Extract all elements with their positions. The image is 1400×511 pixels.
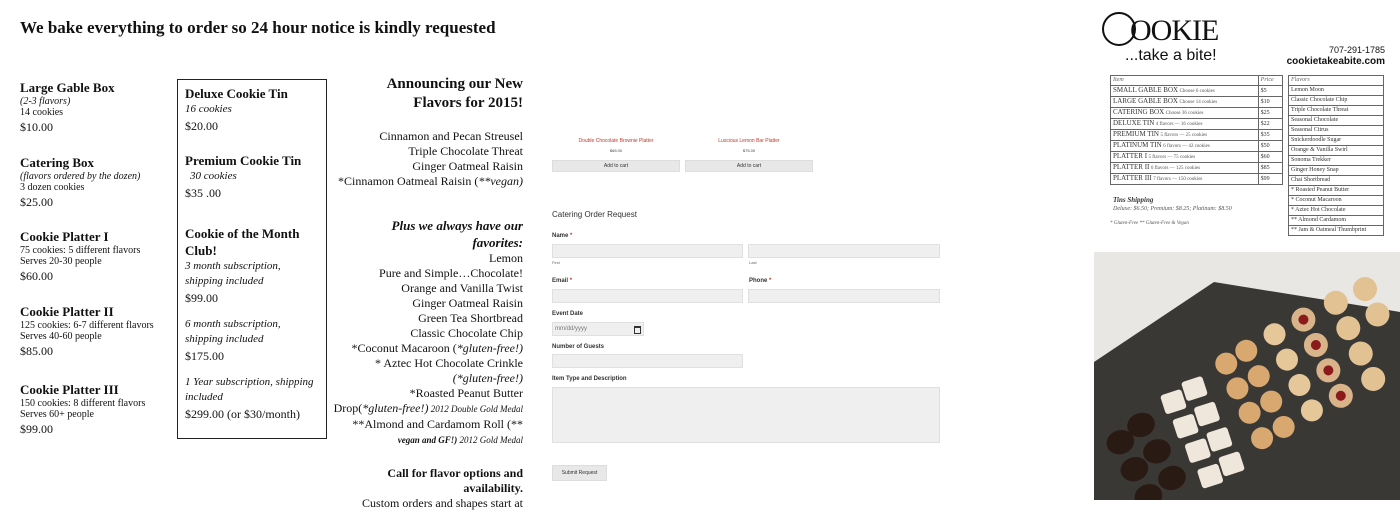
tins-shipping-detail: Deluxe: $6.50; Premium: $8.25; Platinum: $8.50 bbox=[1113, 206, 1232, 212]
event-date-field[interactable] bbox=[552, 322, 644, 336]
new-flavor: Cinnamon and Pecan Streusel bbox=[379, 129, 523, 143]
first-sublabel: First bbox=[552, 260, 560, 265]
cookie-tray-illustration bbox=[1094, 252, 1400, 500]
form-title: Catering Order Request bbox=[552, 210, 637, 219]
table-row: LARGE GABLE BOX Choose 14 cookies $10 bbox=[1111, 97, 1283, 108]
submit-request-button[interactable]: Submit Request bbox=[552, 465, 607, 481]
flyer-flavor-table bbox=[1288, 75, 1384, 236]
favorite-flavor: Ginger Oatmeal Raisin bbox=[412, 296, 523, 310]
store-item-price: $65.00 bbox=[609, 148, 623, 153]
table-row: PLATTER II 6 flavors — 125 cookies $85 bbox=[1111, 163, 1283, 174]
product-cookie-platter-2 bbox=[20, 304, 170, 359]
tin-count: 30 cookies bbox=[190, 170, 237, 182]
favorite-flavor: Orange and Vanilla Twist bbox=[401, 281, 523, 295]
product-price: $25.00 bbox=[20, 195, 53, 209]
favorites-heading: Plus we always have our favorites: bbox=[391, 218, 523, 250]
event-date-placeholder: mm/dd/yyyy bbox=[555, 326, 588, 332]
last-name-field[interactable] bbox=[748, 244, 940, 258]
tin-premium bbox=[185, 152, 325, 202]
call-note: availability. bbox=[463, 481, 523, 495]
phone-label: Phone * bbox=[749, 278, 772, 284]
product-cookie-platter-3 bbox=[20, 382, 170, 437]
product-catering-box bbox=[20, 155, 170, 210]
table-row: PLATINUM TIN 6 flavors — 42 cookies $50 bbox=[1111, 141, 1283, 152]
club-plan-line: shipping included bbox=[185, 333, 264, 345]
tins-box bbox=[177, 79, 327, 439]
new-flavor: Triple Chocolate Threat bbox=[408, 144, 523, 158]
favorite-flavor-note: (*gluten-free!) bbox=[452, 371, 523, 385]
table-row: Triple Chocolate Threat bbox=[1289, 106, 1384, 116]
product-name: Catering Box bbox=[20, 155, 95, 170]
table-header-row: Flavors bbox=[1289, 76, 1384, 86]
product-name: Large Gable Box bbox=[20, 80, 115, 95]
product-serves: Serves 20-30 people bbox=[20, 256, 102, 267]
store-item-price: $75.00 bbox=[742, 148, 756, 153]
table-row: * Roasted Peanut Butter bbox=[1289, 186, 1384, 196]
favorite-flavor: **Almond and Cardamom Roll (** bbox=[352, 417, 523, 431]
cookie-tray-photo bbox=[1094, 252, 1400, 500]
club-plan-line: 3 month subscription, bbox=[185, 260, 281, 272]
new-flavor: *Cinnamon Oatmeal Raisin (**vegan) bbox=[338, 174, 523, 188]
cookie-logo: OOKIE bbox=[1102, 12, 1218, 48]
product-name: Cookie Platter I bbox=[20, 229, 109, 244]
club-plan-line: included bbox=[185, 391, 223, 403]
product-price: $10.00 bbox=[20, 120, 53, 134]
table-row: PREMIUM TIN 5 flavors — 25 cookies $35 bbox=[1111, 130, 1283, 141]
club-name: Cookie of the Month bbox=[185, 226, 300, 241]
email-field[interactable] bbox=[552, 289, 743, 303]
table-row: Lemon Moon bbox=[1289, 86, 1384, 96]
store-item-title[interactable]: Double Chocolate Brownie Platter bbox=[578, 138, 654, 144]
logo-tagline: ...take a bite! bbox=[1125, 47, 1217, 64]
product-price: $99.00 bbox=[20, 422, 53, 436]
product-cookie-platter-1 bbox=[20, 229, 170, 284]
club-plan-line: 1 Year subscription, shipping bbox=[185, 376, 314, 388]
store-item-title[interactable]: Luscious Lemon Bar Platter bbox=[718, 138, 780, 144]
favorite-flavor-note: vegan and GF!) 2012 Gold Medal bbox=[397, 435, 523, 445]
table-header-row: Item Price bbox=[1111, 76, 1283, 86]
product-desc: 3 dozen cookies bbox=[20, 182, 85, 193]
guests-field[interactable] bbox=[552, 354, 743, 368]
table-row: Chai Shortbread bbox=[1289, 176, 1384, 186]
product-price: $85.00 bbox=[20, 344, 53, 358]
tin-name: Deluxe Cookie Tin bbox=[185, 86, 288, 101]
product-desc: 125 cookies: 6-7 different flavors bbox=[20, 320, 154, 331]
table-row: CATERING BOX Choose 36 cookies $25 bbox=[1111, 108, 1283, 119]
club-plan-line: shipping included bbox=[185, 275, 264, 287]
table-row: ** Jam & Oatmeal Thumbprint bbox=[1289, 226, 1384, 236]
table-row: Seasonal Citrus bbox=[1289, 126, 1384, 136]
tin-price: $35 .00 bbox=[185, 186, 221, 200]
product-desc: 150 cookies: 8 different flavors bbox=[20, 398, 146, 409]
favorite-flavor: Pure and Simple…Chocolate! bbox=[379, 266, 523, 280]
product-name: Cookie Platter III bbox=[20, 382, 119, 397]
table-row: Classic Chocolate Chip bbox=[1289, 96, 1384, 106]
flyer-website: cookietakeabite.com bbox=[1286, 56, 1385, 67]
tins-shipping-title: Tins Shipping bbox=[1113, 196, 1154, 204]
tin-name: Premium Cookie Tin bbox=[185, 153, 302, 168]
table-row: PLATTER III 7 flavors — 150 cookies $99 bbox=[1111, 174, 1283, 185]
last-sublabel: Last bbox=[749, 260, 757, 265]
favorite-flavor: *Roasted Peanut Butter bbox=[409, 386, 523, 400]
product-desc: 75 cookies: 5 different flavors bbox=[20, 245, 141, 256]
table-row: DELUXE TIN 4 flavors — 16 cookies $22 bbox=[1111, 119, 1283, 130]
gluten-free-note: * Gluten-Free ** Gluten-Free & Vegan bbox=[1110, 221, 1189, 226]
call-note: Call for flavor options and bbox=[387, 466, 523, 480]
table-row: Orange & Vanilla Swirl bbox=[1289, 146, 1384, 156]
calendar-icon[interactable] bbox=[634, 326, 641, 334]
favorite-flavor: Green Tea Shortbread bbox=[418, 311, 523, 325]
favorite-flavor: Drop(*gluten-free!) 2012 Double Gold Medal bbox=[333, 401, 523, 415]
table-row: Snickerdoodle Sugar bbox=[1289, 136, 1384, 146]
table-row: SMALL GABLE BOX Choose 6 cookies $5 bbox=[1111, 86, 1283, 97]
email-label: Email * bbox=[552, 278, 573, 284]
product-name: Cookie Platter II bbox=[20, 304, 114, 319]
club-name-2: Club! bbox=[185, 243, 217, 258]
event-date-label: Event Date bbox=[552, 311, 584, 317]
product-price: $60.00 bbox=[20, 269, 53, 283]
guests-label: Number of Guests bbox=[552, 344, 605, 350]
order-notice: We bake everything to order so 24 hour notice is kindly requested bbox=[20, 18, 496, 37]
table-row: ** Almond Cardamom bbox=[1289, 216, 1384, 226]
favorite-flavor: Lemon bbox=[489, 251, 523, 265]
club-plan-price: $299.00 (or $30/month) bbox=[185, 407, 300, 421]
table-row: Sonoma Trekker bbox=[1289, 156, 1384, 166]
custom-note: Custom orders and shapes start at bbox=[362, 496, 523, 510]
product-desc: 14 cookies bbox=[20, 107, 64, 118]
club-plan-line: 6 month subscription, bbox=[185, 318, 281, 330]
item-description-field[interactable] bbox=[552, 387, 940, 443]
new-flavor: Ginger Oatmeal Raisin bbox=[412, 159, 523, 173]
item-type-label: Item Type and Description bbox=[552, 376, 627, 382]
favorite-flavor: *Coconut Macaroon (*gluten-free!) bbox=[351, 341, 523, 355]
tin-count: 16 cookies bbox=[185, 103, 232, 115]
product-serves: Serves 40-60 people bbox=[20, 331, 102, 342]
table-row: PLATTER I 5 flavors — 75 cookies $60 bbox=[1111, 152, 1283, 163]
club-plan-price: $99.00 bbox=[185, 291, 218, 305]
product-large-gable-box bbox=[20, 80, 170, 135]
product-sub: (flavors ordered by the dozen) bbox=[20, 171, 141, 182]
cookie-club bbox=[185, 225, 325, 423]
name-label: Name * bbox=[552, 233, 573, 239]
favorite-flavor: Classic Chocolate Chip bbox=[410, 326, 523, 340]
flavors-section bbox=[334, 75, 523, 511]
table-row: Seasonal Chocolate bbox=[1289, 116, 1384, 126]
phone-field[interactable] bbox=[748, 289, 940, 303]
tin-deluxe bbox=[185, 85, 325, 135]
table-row: Ginger Honey Snap bbox=[1289, 166, 1384, 176]
club-plan-price: $175.00 bbox=[185, 349, 224, 363]
tin-price: $20.00 bbox=[185, 119, 218, 133]
product-sub: (2-3 flavors) bbox=[20, 96, 71, 107]
add-to-cart-button[interactable]: Add to cart bbox=[685, 160, 813, 172]
flyer-price-table bbox=[1110, 75, 1283, 185]
first-name-field[interactable] bbox=[552, 244, 743, 258]
add-to-cart-button[interactable]: Add to cart bbox=[552, 160, 680, 172]
table-row: * Aztec Hot Chocolate bbox=[1289, 206, 1384, 216]
flyer-phone: 707-291-1785 bbox=[1328, 45, 1385, 55]
announce-heading: Announcing our New Flavors for 2015! bbox=[386, 76, 523, 111]
table-row: * Coconut Macaroon bbox=[1289, 196, 1384, 206]
product-serves: Serves 60+ people bbox=[20, 409, 94, 420]
favorite-flavor: * Aztec Hot Chocolate Crinkle bbox=[375, 356, 523, 370]
